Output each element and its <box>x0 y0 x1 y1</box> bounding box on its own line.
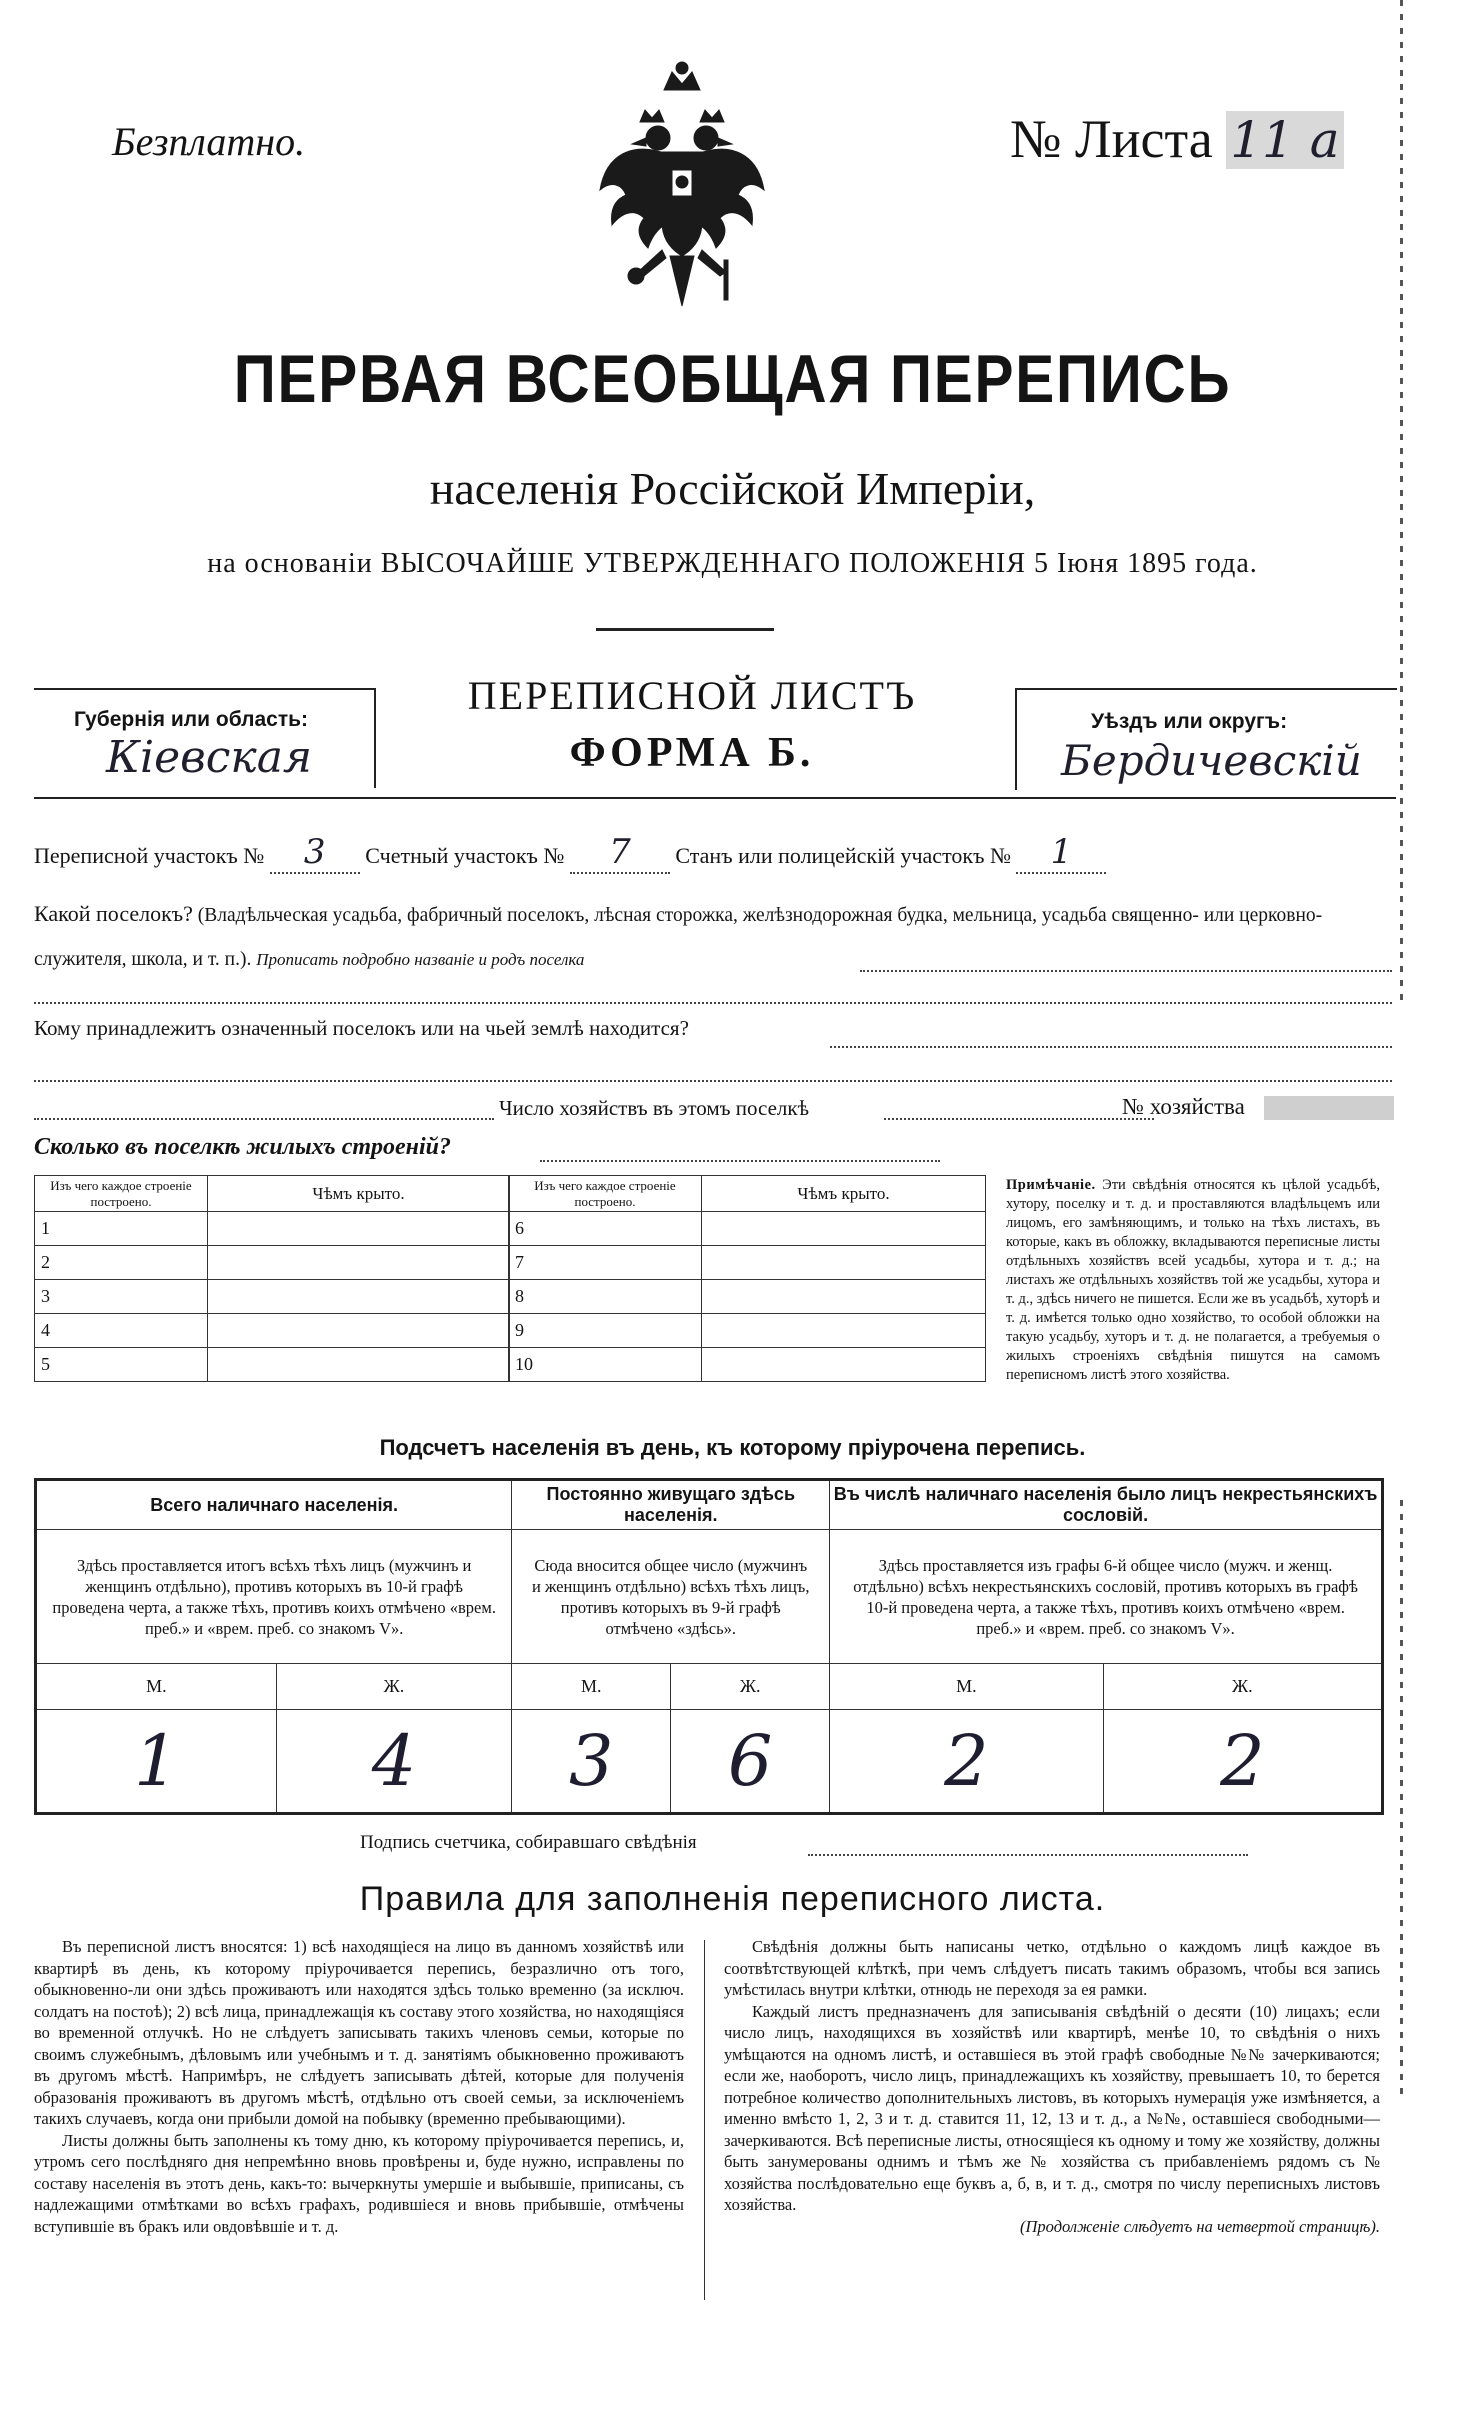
count-district-label: Счетный участокъ № <box>365 843 565 868</box>
fold-mark <box>1400 1500 1403 2100</box>
rules-paragraph: Въ переписной листъ вносятся: 1) всѣ находящіеся на лицо въ данномъ хозяйствѣ или квартирѣ въ день, къ которому пріурочивается перепись, безразлично отъ того, обыкновенно-ли они здѣсь проживаютъ или находятся здѣсь только временно (за исключ. солдатъ на постоѣ); 2) всѣ лица, принадлежащія къ составу этого хозяйства, но находящіяся во временной отлучкѣ. Но не слѣдуетъ записывать такихъ членовъ семьи, которые по своимъ служебнымъ, дѣловымъ или учебнымъ и т. д. занятіямъ обыкновенно проживаютъ въ другомъ мѣстѣ. Напримѣръ, не слѣдуетъ записывать дѣтей, которые для полученія образованія проживаютъ въ другомъ мѣстѣ, отдѣльно отъ своей семьи, за исключеніемъ такихъ случаевъ, когда они прибыли домой на побывку (временно пребывающими). <box>34 1937 684 2128</box>
district-line <box>34 832 1394 872</box>
note-title: Примѣчаніе. <box>1006 1177 1096 1193</box>
rules-title: Правила для заполненія переписного листа. <box>359 1880 1106 1918</box>
sheet-number-value: 11 а <box>1226 111 1343 169</box>
document-subtitle: населенія Россійской Имперіи, <box>429 463 1036 514</box>
col-roof-header: Чѣмъ крыто. <box>702 1176 986 1212</box>
census-district-label: Переписной участокъ № <box>34 843 265 868</box>
pop-desc-non-peasant: Здѣсь проставляется изъ графы 6-й общее число (мужч. и женщ. отдѣльно) всѣхъ некрестьянскихъ сословій, противъ которыхъ въ графѣ 10-й проведена черта, а также тѣхъ, противъ коихъ отмѣчено «врем. преб.» и «врем. преб. со знакомъ V». <box>830 1530 1383 1664</box>
gubernia-value: Кіевская <box>106 732 313 783</box>
settlement-block <box>34 892 1394 982</box>
pop-f-label: Ж. <box>1103 1664 1382 1710</box>
header-rule <box>34 797 1396 799</box>
gubernia-box <box>34 688 376 788</box>
col-material-header: Изъ чего каждое строеніе построено. <box>509 1176 702 1212</box>
building-row-number: 6 <box>509 1212 702 1246</box>
stan-value: 1 <box>1016 832 1106 874</box>
settlement-fill-line <box>860 970 1392 972</box>
building-roof-cell <box>702 1246 986 1280</box>
households-fill <box>884 1118 1154 1120</box>
uezd-box <box>1015 688 1397 790</box>
col-material-header: Изъ чего каждое строеніе построено. <box>35 1176 208 1212</box>
pop-present-male: 1 <box>36 1710 277 1814</box>
household-no-value <box>1264 1096 1394 1120</box>
count-district-value: 7 <box>570 832 670 874</box>
building-row-number: 2 <box>35 1246 208 1280</box>
owner-fill-line <box>830 1046 1392 1048</box>
buildings-note <box>1006 1176 1380 1385</box>
building-roof-cell <box>702 1314 986 1348</box>
building-roof-cell <box>208 1246 510 1280</box>
settlement-instruction: Прописать подробно названіе и родъ поселка <box>256 950 585 969</box>
owner-label: Кому принадлежитъ означенный поселокъ или на чьей землѣ находится? <box>34 1016 689 1040</box>
signature-label: Подпись счетчика, собиравшаго свѣдѣнія <box>360 1832 697 1853</box>
rules-paragraph: Свѣдѣнія должны быть написаны четко, отдѣльно о каждомъ лицѣ каждое въ соотвѣтствующей клѣткѣ, при чемъ слѣдуетъ писать такимъ образомъ, чтобы вся запись умѣстилась внутри клѣтки, отнюдь не переходя за ея рамки. <box>724 1937 1380 1999</box>
building-row-number: 3 <box>35 1280 208 1314</box>
building-roof-cell <box>702 1280 986 1314</box>
households-label: Число хозяйствъ въ этомъ поселкѣ <box>499 1096 809 1120</box>
building-row-number: 4 <box>35 1314 208 1348</box>
settlement-fill-line-2 <box>34 1002 1392 1004</box>
form-sheet-title: ПЕРЕПИСНОЙ ЛИСТЪ <box>467 673 917 718</box>
building-row-number: 10 <box>509 1348 702 1382</box>
pop-permanent-female: 6 <box>671 1710 830 1814</box>
building-roof-cell <box>702 1212 986 1246</box>
building-roof-cell <box>208 1280 510 1314</box>
pop-head-present: Всего наличнаго населенія. <box>36 1480 512 1530</box>
building-row-number: 5 <box>35 1348 208 1382</box>
population-section-title: Подсчетъ населенія въ день, къ которому пріурочена перепись. <box>379 1435 1086 1460</box>
legal-basis: на основаніи ВЫСОЧАЙШЕ УТВЕРЖДЕННАГО ПОЛОЖЕНІЯ 5 Іюня 1895 года. <box>207 548 1258 579</box>
building-row-number: 8 <box>509 1280 702 1314</box>
owner-fill-line-2 <box>34 1080 1392 1082</box>
pop-non-peasant-female: 2 <box>1103 1710 1382 1814</box>
dwellings-fill <box>540 1160 940 1162</box>
rules-column-divider <box>704 1940 705 2300</box>
pop-f-label: Ж. <box>671 1664 830 1710</box>
col-roof-header: Чѣмъ крыто. <box>208 1176 510 1212</box>
document-title: ПЕРВАЯ ВСЕОБЩАЯ ПЕРЕПИСЬ <box>233 341 1232 417</box>
pop-m-label: М. <box>36 1664 277 1710</box>
rules-continuation: (Продолженіе слѣдуетъ на четвертой страницѣ). <box>1020 2216 1380 2236</box>
pop-non-peasant-male: 2 <box>830 1710 1104 1814</box>
building-row-number: 1 <box>35 1212 208 1246</box>
building-roof-cell <box>702 1348 986 1382</box>
pop-f-label: Ж. <box>276 1664 512 1710</box>
pop-head-non-peasant: Въ числѣ наличнаго населенія было лицъ некрестьянскихъ сословій. <box>830 1480 1383 1530</box>
stan-label: Станъ или полицейскій участокъ № <box>675 843 1011 868</box>
note-text: Эти свѣдѣнія относятся къ цѣлой усадьбѣ, хутору, поселку и т. д. и проставляются владѣльцемъ или лицомъ, его замѣняющимъ, и только на тѣхъ листахъ, въ которые, какъ въ обложку, вкладываются переписные листы отдѣльныхъ хозяйствъ всей усадьбы, хутора и т. д.; на листахъ же отдѣльныхъ хозяйствъ той же усадьбы, хутора и т. д., здѣсь ничего не пишется. Если же въ усадьбѣ, хуторѣ и т. д. имѣется только одно хозяйство, то особой обложки на такую усадьбу, хуторъ и т. д. не полагается, а требуемыя о жилыхъ строеніяхъ свѣдѣнія пишутся на самомъ переписномъ листѣ этого хозяйства. <box>1006 1177 1381 1383</box>
settlement-label: Какой поселокъ? <box>34 901 193 926</box>
building-roof-cell <box>208 1314 510 1348</box>
rules-paragraph: Листы должны быть заполнены къ тому дню, къ которому пріурочивается перепись, и, утромъ сего послѣдняго дня непремѣнно вновь провѣрены и, буде нужно, исправлены по составу населенія въ этотъ день, какъ-то: вычеркнуты умершіе и выбывшіе, приписаны, съ надлежащими отмѣтками во всѣхъ графахъ, родившіеся и вновь прибывшіе, отмѣчены вступившіе въ бракъ или овдовѣвшіе и т. д. <box>34 2130 684 2236</box>
title-divider <box>596 628 774 631</box>
uezd-value: Бердичевскій <box>1061 736 1362 785</box>
household-no-label: № хозяйства <box>1122 1094 1245 1119</box>
rules-paragraph: Каждый листъ предназначенъ для записыванія свѣдѣній о десяти (10) лицахъ; если число лицъ, находящихся въ хозяйствѣ или квартирѣ, менѣе 10, то свѣдѣнія о нихъ умѣщаются на одномъ листѣ, и оставшіеся въ этой графѣ свободные №№ зачеркиваются; если же, наоборотъ, число лицъ, принадлежащихъ къ хозяйству, превышаетъ 10, то берется потребное количество дополнительныхъ листовъ, въ которыхъ нумерація уже измѣняется, а именно вмѣсто 1, 2, 3 и т. д. ставится 11, 12, 13 и т. д., а №№, оставшіеся свободными—зачеркиваются. Всѣ переписные листы, относящіеся къ одному и тому же хозяйству, должны быть занумерованы однимъ и тѣмъ же № хозяйства съ прибавленіемъ рядомъ съ № хозяйства послѣдовательно еще буквъ а, б, в, и т. д., смотря по числу переписныхъ листовъ хозяйства. <box>724 2001 1380 2214</box>
households-lead-line <box>34 1118 494 1120</box>
pop-m-label: М. <box>512 1664 671 1710</box>
rules-left-column <box>34 1936 684 2237</box>
building-roof-cell <box>208 1212 510 1246</box>
households-line <box>34 1094 1394 1128</box>
pop-permanent-male: 3 <box>512 1710 671 1814</box>
form-title-block <box>392 672 992 777</box>
gubernia-box-top <box>34 688 376 690</box>
gubernia-label: Губернія или область: <box>74 708 309 731</box>
uezd-label: Уѣздъ или округъ: <box>1091 710 1288 733</box>
census-district-value: 3 <box>270 832 360 874</box>
double-headed-eagle-icon <box>592 60 772 320</box>
sheet-number <box>1010 108 1344 170</box>
building-roof-cell <box>208 1348 510 1382</box>
free-label: Безплатно. <box>112 119 306 164</box>
pop-head-permanent: Постоянно живущаго здѣсь населенія. <box>512 1480 830 1530</box>
settlement-hint: (Владѣльческая усадьба, фабричный поселокъ, лѣсная сторожка, желѣзнодорожная будка, мельница, усадьба священно- или церковно-служителя, школа, и т. п.). <box>34 905 1323 970</box>
pop-desc-permanent: Сюда вносится общее число (мужчинъ и женщинъ отдѣльно) всѣхъ тѣхъ лицъ, противъ которыхъ въ 9-й графѣ отмѣчено «здѣсь». <box>512 1530 830 1664</box>
building-row-number: 7 <box>509 1246 702 1280</box>
population-table <box>34 1478 1384 1815</box>
dwellings-label: Сколько въ поселкѣ жилыхъ строеній? <box>34 1134 451 1160</box>
form-name: ФОРМА Б. <box>569 730 815 776</box>
buildings-table-right <box>508 1175 986 1382</box>
buildings-table-left <box>34 1175 510 1382</box>
pop-m-label: М. <box>830 1664 1104 1710</box>
pop-present-female: 4 <box>276 1710 512 1814</box>
sheet-number-label: № Листа <box>1010 109 1213 169</box>
rules-right-column <box>724 1936 1380 2237</box>
signature-line <box>808 1854 1248 1856</box>
pop-desc-present: Здѣсь проставляется итогъ всѣхъ тѣхъ лицъ (мужчинъ и женщинъ отдѣльно), противъ которыхъ въ 10-й графѣ проведена черта, а также тѣхъ, противъ коихъ отмѣчено «врем. преб.» и «врем. преб. со знакомъ V». <box>36 1530 512 1664</box>
building-row-number: 9 <box>509 1314 702 1348</box>
